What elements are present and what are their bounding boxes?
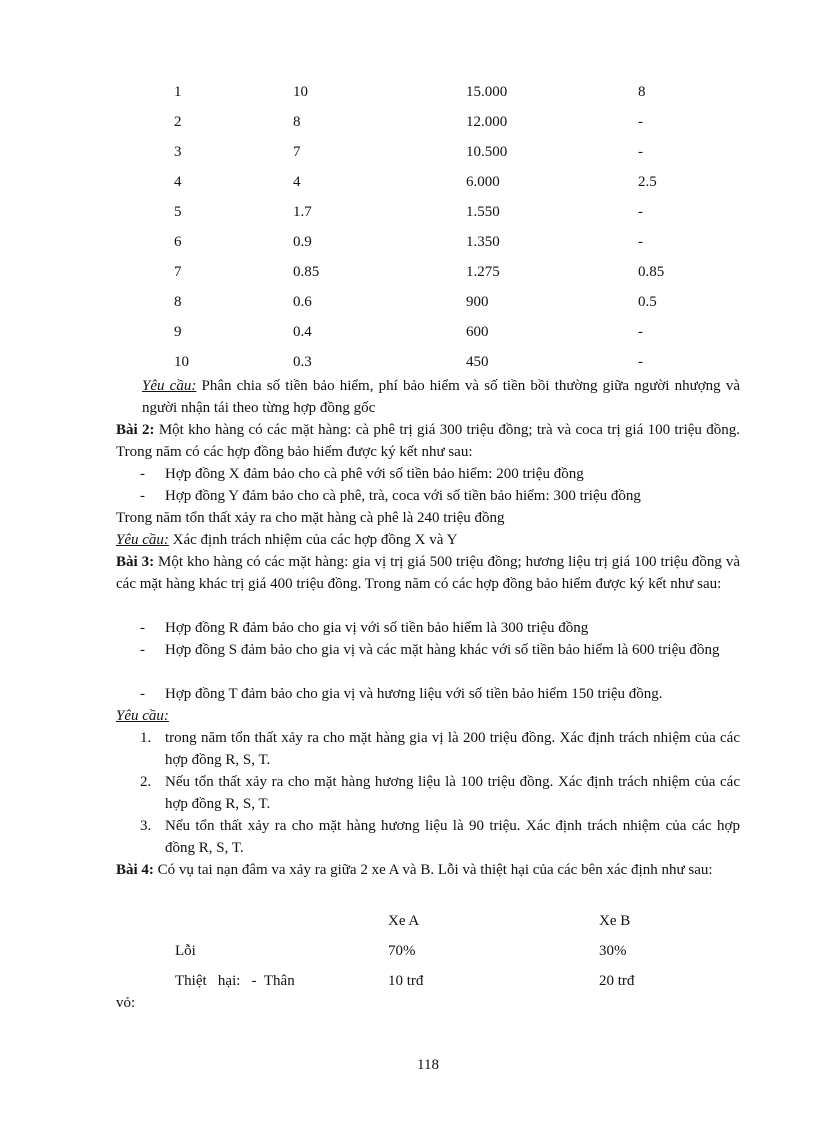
table-row bbox=[0, 204, 816, 226]
exercise-title: Bài 2: bbox=[116, 422, 155, 438]
table-cell: 2 bbox=[174, 114, 182, 130]
table-cell: 0.4 bbox=[293, 324, 312, 340]
bai2-loss: Trong năm tổn thất xảy ra cho mặt hàng cà phê là 240 triệu đồng bbox=[116, 510, 505, 526]
table-cell: 1 bbox=[174, 84, 182, 100]
table-row bbox=[0, 354, 816, 376]
bullet-text: Hợp đồng R đảm bảo cho gia vị với số tiền bảo hiểm là 300 triệu đồng bbox=[165, 620, 589, 636]
table-cell: 6 bbox=[174, 234, 182, 250]
table-cell: 15.000 bbox=[466, 84, 508, 100]
table-cell: 1.7 bbox=[293, 204, 312, 220]
page-number: 118 bbox=[417, 1057, 439, 1073]
table-cell: 0.6 bbox=[293, 294, 312, 310]
table-cell: 900 bbox=[466, 294, 489, 310]
bai2-requirement bbox=[116, 529, 740, 551]
table-cell: 8 bbox=[638, 84, 646, 100]
table-row bbox=[0, 294, 816, 316]
table-row bbox=[0, 144, 816, 166]
table-cell: 2.5 bbox=[638, 174, 657, 190]
damage-xe-b: 20 trđ bbox=[599, 973, 635, 989]
table-cell: 1.350 bbox=[466, 234, 500, 250]
table-cell: 8 bbox=[174, 294, 182, 310]
bai3-requirement-label bbox=[116, 705, 740, 727]
table-cell: 4 bbox=[174, 174, 182, 190]
bullet-text: Hợp đồng S đảm bảo cho gia vị và các mặt hàng khác với số tiền bảo hiểm là 600 triệu đồng bbox=[165, 642, 720, 658]
bai1-requirement bbox=[142, 375, 740, 419]
bullet-text: Hợp đồng T đảm bảo cho gia vị và hương liệu với số tiền bảo hiểm 150 triệu đồng. bbox=[165, 686, 663, 702]
table-row bbox=[0, 84, 816, 106]
table-cell: 0.9 bbox=[293, 234, 312, 250]
bullet-text: Hợp đồng X đảm bảo cho cà phê với số tiền bảo hiểm: 200 triệu đồng bbox=[165, 466, 584, 482]
bai2-intro bbox=[116, 419, 740, 463]
fault-xe-b: 30% bbox=[599, 943, 627, 959]
table-cell: 7 bbox=[293, 144, 301, 160]
requirement-label: Yêu cầu: bbox=[116, 532, 169, 548]
table-cell: - bbox=[638, 204, 643, 220]
table-row bbox=[0, 324, 816, 346]
table-cell: 7 bbox=[174, 264, 182, 280]
table-cell: 1.550 bbox=[466, 204, 500, 220]
bai4-intro bbox=[116, 859, 740, 881]
table-cell: 3 bbox=[174, 144, 182, 160]
table-cell: 0.85 bbox=[638, 264, 665, 280]
table-row bbox=[0, 264, 816, 286]
requirement-label: Yêu cầu: bbox=[116, 708, 169, 724]
table-cell: 0.3 bbox=[293, 354, 312, 370]
table-cell: 600 bbox=[466, 324, 489, 340]
header-xe-b: Xe B bbox=[599, 913, 631, 929]
table-cell: 10 bbox=[293, 84, 308, 100]
question-text: Nếu tổn thất xảy ra cho mặt hàng hương liệu là 100 triệu đồng. Xác định trách nhiệm của các hợp đồng R, S, T. bbox=[165, 774, 740, 812]
bullet-text: Hợp đồng Y đảm bảo cho cà phê, trà, coca với số tiền bảo hiểm: 300 triệu đồng bbox=[165, 488, 641, 504]
table-cell: 8 bbox=[293, 114, 301, 130]
table-cell: 10 bbox=[174, 354, 189, 370]
header-xe-a: Xe A bbox=[388, 913, 420, 929]
exercise-title: Bài 3: bbox=[116, 554, 155, 570]
table-cell: - bbox=[638, 354, 643, 370]
question-text: Nếu tổn thất xảy ra cho mặt hàng hương liệu là 90 triệu. Xác định trách nhiệm của các hợp đồng R, S, T. bbox=[165, 818, 740, 856]
table-cell: - bbox=[638, 234, 643, 250]
bai3-intro bbox=[116, 551, 740, 595]
requirement-text: Phân chia số tiền bảo hiểm, phí bảo hiểm và số tiền bồi thường giữa người nhượng và người nhận tái theo từng hợp đồng gốc bbox=[142, 378, 740, 416]
fault-xe-a: 70% bbox=[388, 943, 416, 959]
question-text: trong năm tổn thất xảy ra cho mặt hàng gia vị là 200 triệu đồng. Xác định trách nhiệm của các hợp đồng R, S, T. bbox=[165, 730, 740, 768]
damage-label: Thiệt hại: - Thân bbox=[175, 973, 295, 989]
question-number: 2. bbox=[140, 774, 152, 790]
table-cell: 5 bbox=[174, 204, 182, 220]
damage-label-continued: vỏ: bbox=[116, 995, 136, 1011]
table-cell: 9 bbox=[174, 324, 182, 340]
table-cell: 1.275 bbox=[466, 264, 500, 280]
question-number: 3. bbox=[140, 818, 152, 834]
table-cell: - bbox=[638, 144, 643, 160]
table-cell: - bbox=[638, 324, 643, 340]
table-cell: 450 bbox=[466, 354, 489, 370]
table-cell: 10.500 bbox=[466, 144, 508, 160]
table-row bbox=[0, 234, 816, 256]
exercise-text: Có vụ tai nạn đâm va xảy ra giữa 2 xe A và B. Lỗi và thiệt hại của các bên xác định như sau: bbox=[153, 862, 713, 878]
table-cell: 6.000 bbox=[466, 174, 500, 190]
fault-label: Lỗi bbox=[175, 943, 196, 959]
question-number: 1. bbox=[140, 730, 152, 746]
table-cell: - bbox=[638, 114, 643, 130]
table-cell: 0.85 bbox=[293, 264, 320, 280]
table-row bbox=[0, 114, 816, 136]
table-cell: 0.5 bbox=[638, 294, 657, 310]
table-row bbox=[0, 174, 816, 196]
exercise-title: Bài 4: bbox=[116, 862, 154, 878]
damage-xe-a: 10 trđ bbox=[388, 973, 424, 989]
requirement-text: Xác định trách nhiệm của các hợp đồng X và Y bbox=[168, 532, 458, 548]
table-cell: 4 bbox=[293, 174, 301, 190]
exercise-text: Một kho hàng có các mặt hàng: cà phê trị giá 300 triệu đồng; trà và coca trị giá 100 triệu đồng. Trong năm có các hợp đồng bảo hiểm được ký kết như sau: bbox=[116, 422, 740, 460]
table-cell: 12.000 bbox=[466, 114, 508, 130]
exercise-text: Một kho hàng có các mặt hàng: gia vị trị giá 500 triệu đồng; hương liệu trị giá 100 triệu đồng và các mặt hàng khác trị giá 400 triệu đồng. Trong năm có các hợp đồng bảo hiểm được ký kết như sau: bbox=[116, 554, 740, 592]
requirement-label: Yêu cầu: bbox=[142, 378, 197, 394]
